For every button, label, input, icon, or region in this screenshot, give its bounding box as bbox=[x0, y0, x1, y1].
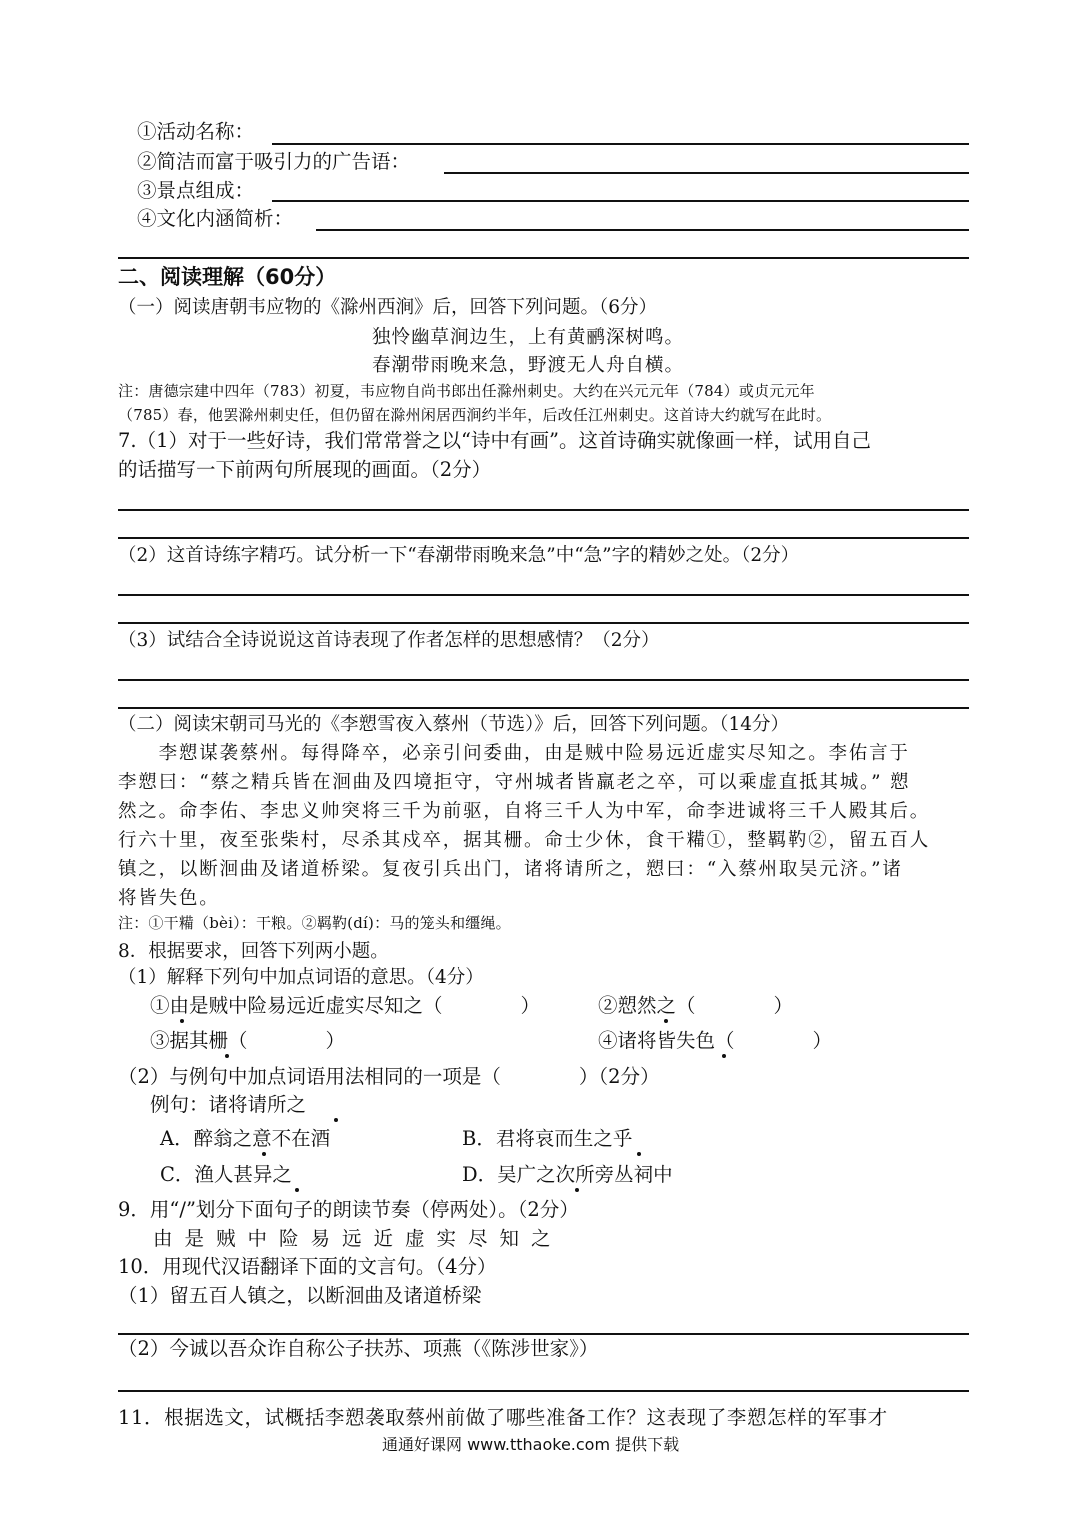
passage-line: 将皆失色。 bbox=[118, 888, 220, 909]
emphasis-dot bbox=[225, 1054, 229, 1058]
answer-line bbox=[316, 229, 969, 231]
question-7-3: （3）试结合全诗说说这首诗表现了作者怎样的思想感情？（2分） bbox=[118, 630, 660, 651]
poem-line: 独怜幽草涧边生，上有黄鹂深树鸣。 bbox=[372, 327, 685, 348]
slogan-label: ②简洁而富于吸引力的广告语： bbox=[137, 150, 411, 173]
section-heading: 二、阅读理解（60分） bbox=[118, 265, 337, 289]
activity-name-label: ①活动名称： bbox=[137, 120, 255, 143]
part1-intro: （一）阅读唐朝韦应物的《滁州西涧》后，回答下列问题。（6分） bbox=[118, 297, 658, 318]
question-10-1: （1）留五百人镇之，以断洄曲及诸道桥梁 bbox=[118, 1284, 482, 1307]
passage-line: 行六十里，夜至张柴村，尽杀其戍卒，据其栅。命士少休，食干糒①，整羁靮②，留五百人 bbox=[118, 830, 931, 851]
question-7-1-cont: 的话描写一下前两句所展现的画面。（2分） bbox=[118, 458, 492, 481]
question-7-1: 7.（1）对于一些好诗，我们常常誉之以“诗中有画”。这首诗确实就像画一样，试用自己 bbox=[118, 429, 871, 452]
answer-line bbox=[118, 537, 969, 539]
q8-item-c: ③据其栅（ ） bbox=[150, 1029, 346, 1052]
option-d: D．吴广之次所旁丛祠中 bbox=[462, 1163, 673, 1186]
scenic-spots-label: ③景点组成： bbox=[137, 179, 255, 202]
answer-line bbox=[118, 257, 969, 259]
answer-line bbox=[118, 509, 969, 511]
poem-note: 注：唐德宗建中四年（783）初夏，韦应物自尚书郎出任滁州刺史。大约在兴元元年（784）或贞元元年 bbox=[118, 382, 815, 400]
question-7-2: （2）这首诗练字精巧。试分析一下“春潮带雨晚来急”中“急”字的精妙之处。（2分） bbox=[118, 545, 800, 566]
question-9: 9．用“/”划分下面句子的朗读节奏（停两处）。（2分） bbox=[118, 1198, 579, 1221]
answer-line bbox=[118, 594, 969, 596]
part2-intro: （二）阅读宋朝司马光的《李愬雪夜入蔡州（节选）》后，回答下列问题。（14分） bbox=[118, 714, 790, 735]
passage-line: 李愬曰：“蔡之精兵皆在洄曲及四境拒守，守州城者皆羸老之卒，可以乘虚直抵其城。” 愬 bbox=[118, 772, 911, 793]
emphasis-dot bbox=[180, 1019, 184, 1023]
cultural-analysis-label: ④文化内涵简析： bbox=[137, 207, 294, 230]
question-8: 8．根据要求，回答下列两小题。 bbox=[118, 941, 389, 962]
answer-line bbox=[118, 679, 969, 681]
passage-line: 然之。命李佑、李忠义帅突将三千为前驱，自将三千人为中军，命李进诚将三千人殿其后。 bbox=[118, 801, 931, 822]
emphasis-dot bbox=[722, 1054, 726, 1058]
q8-item-d: ④诸将皆失色（ ） bbox=[598, 1029, 833, 1052]
q9-sentence: 由是贼中险易远近虚实尽知之 bbox=[153, 1227, 563, 1250]
question-8-1: （1）解释下列句中加点词语的意思。（4分） bbox=[118, 967, 484, 988]
poem-line: 春潮带雨晚来急，野渡无人舟自横。 bbox=[372, 355, 685, 376]
passage-note: 注：①干糒（bèi）：干粮。②羁靮(dí)：马的笼头和缰绳。 bbox=[118, 914, 511, 932]
emphasis-dot bbox=[637, 1152, 641, 1156]
passage-line: 镇之，以断洄曲及诸道桥梁。复夜引兵出门，诸将请所之，愬曰：“入蔡州取吴元济。”诸 bbox=[118, 859, 903, 880]
q8-item-b: ②愬然之（ ） bbox=[598, 994, 794, 1017]
emphasis-dot bbox=[664, 1019, 668, 1023]
passage-line: 李愬谋袭蔡州。每得降卒，必亲引问委曲，由是贼中险易远近虚实尽知之。李佑言于 bbox=[118, 743, 910, 764]
emphasis-dot bbox=[262, 1152, 266, 1156]
option-a: A．醉翁之意不在酒 bbox=[160, 1127, 331, 1150]
answer-line bbox=[118, 1390, 969, 1392]
option-c: C．渔人甚异之 bbox=[160, 1163, 292, 1186]
poem-note: （785）春，他罢滁州刺史任，但仍留在滁州闲居西涧约半年，后改任江州刺史。这首诗大约就写在此时。 bbox=[118, 406, 832, 424]
q8-example: 例句：诸将请所之 bbox=[150, 1093, 307, 1116]
option-b: B．君将哀而生之乎 bbox=[462, 1127, 633, 1150]
q8-item-a: ①由是贼中险易远近虚实尽知之（ ） bbox=[150, 994, 541, 1017]
question-10-2: （2）今诚以吾众诈自称公子扶苏、项燕（《陈涉世家》） bbox=[118, 1337, 599, 1360]
question-8-2: （2）与例句中加点词语用法相同的一项是（ ）（2分） bbox=[118, 1065, 660, 1088]
question-10: 10．用现代汉语翻译下面的文言句。（4分） bbox=[118, 1255, 497, 1278]
answer-line bbox=[272, 143, 969, 145]
question-11: 11．根据选文，试概括李愬袭取蔡州前做了哪些准备工作？这表现了李愬怎样的军事才 bbox=[118, 1406, 888, 1429]
page-footer: 通通好课网 www.tthaoke.com 提供下载 bbox=[382, 1435, 680, 1454]
emphasis-dot bbox=[295, 1188, 299, 1192]
emphasis-dot bbox=[575, 1188, 579, 1192]
answer-line bbox=[444, 172, 969, 174]
answer-line bbox=[118, 707, 969, 709]
emphasis-dot bbox=[334, 1118, 338, 1122]
answer-line bbox=[118, 622, 969, 624]
answer-line bbox=[272, 200, 969, 202]
